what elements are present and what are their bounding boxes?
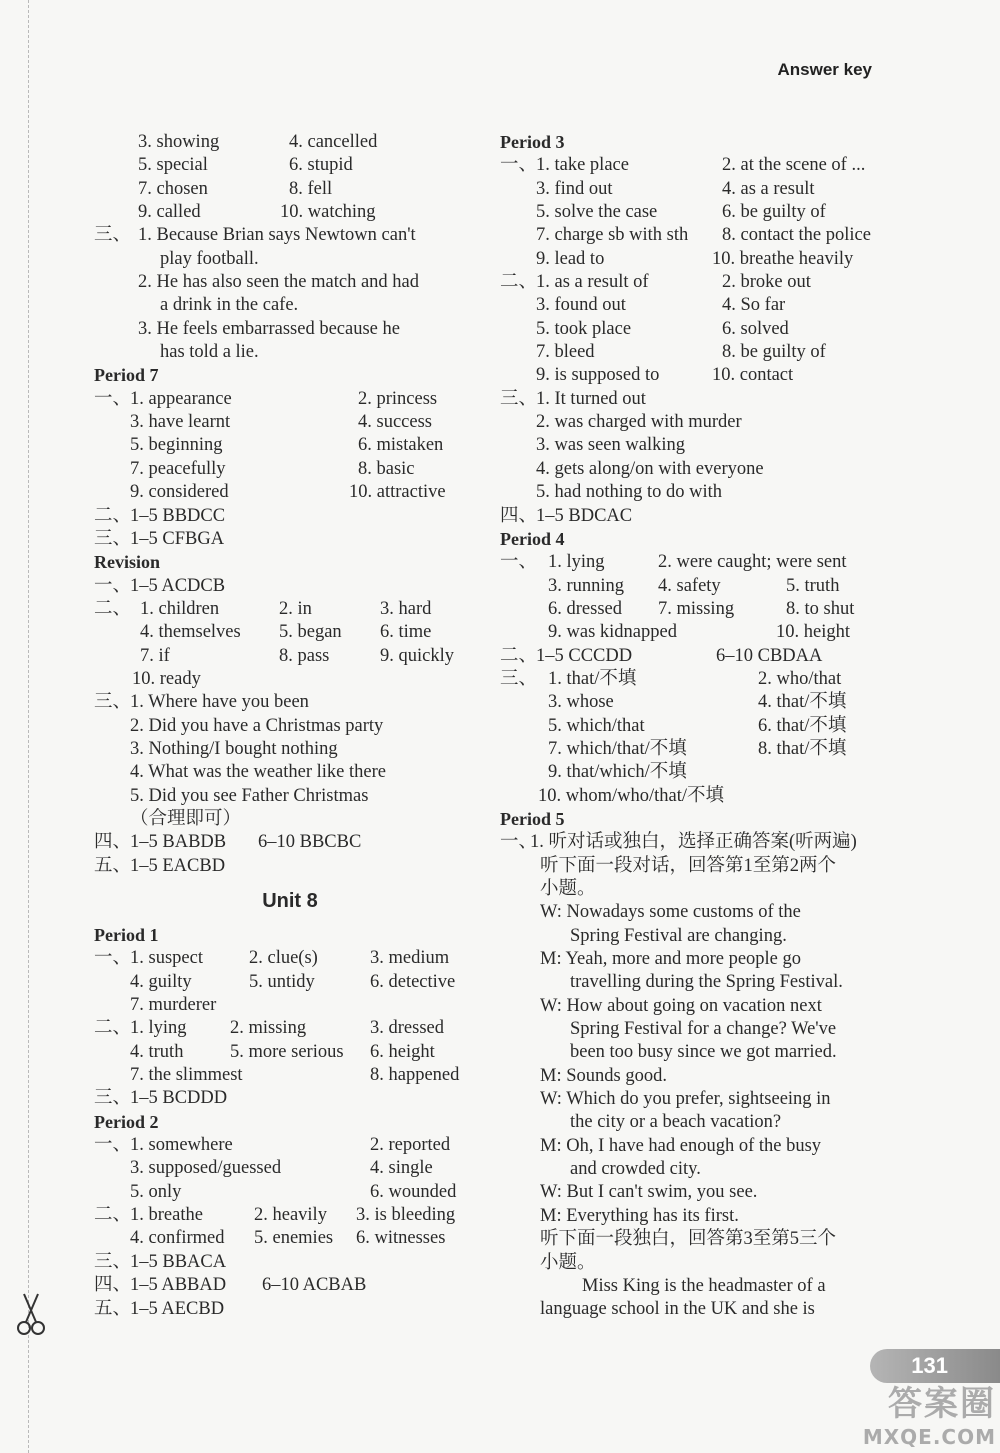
answer-line bbox=[500, 388, 890, 411]
answer-line bbox=[500, 901, 890, 924]
answer-line bbox=[500, 1252, 890, 1275]
answer-item: 4. safety bbox=[658, 575, 721, 596]
answer-item: W: But I can't swim, you see. bbox=[540, 1182, 758, 1203]
answer-line bbox=[94, 1041, 486, 1064]
answer-line bbox=[94, 598, 486, 621]
answer-line bbox=[94, 224, 486, 247]
answer-item: 9. is supposed to bbox=[536, 365, 660, 386]
answer-item: 4. cancelled bbox=[289, 132, 378, 152]
answer-item: 3. running bbox=[548, 575, 625, 596]
answer-line bbox=[500, 154, 890, 177]
answer-item: 8. that/不填 bbox=[758, 738, 847, 759]
answer-line bbox=[94, 855, 486, 878]
answer-item: 7. bleed bbox=[536, 342, 595, 363]
answer-line bbox=[94, 178, 486, 201]
answer-item: 3. supposed/guessed bbox=[130, 1158, 282, 1179]
answer-item: 6. detective bbox=[370, 971, 456, 992]
watermark-line-2: MXQE.COM bbox=[862, 1425, 996, 1449]
answer-item: 8. to shut bbox=[786, 598, 855, 619]
answer-line bbox=[500, 178, 890, 201]
answer-item: 1–5 CCCDD bbox=[536, 645, 633, 666]
answer-line bbox=[94, 1134, 486, 1157]
answer-item: W: Which do you prefer, sightseeing in bbox=[540, 1089, 831, 1110]
answer-line bbox=[500, 715, 890, 738]
exercise-number: 三、 bbox=[94, 692, 132, 713]
answer-item: W: How about going on vacation next bbox=[540, 995, 822, 1016]
answer-item: 5. Did you see Father Christmas bbox=[130, 785, 369, 806]
answer-item: 4. that/不填 bbox=[758, 692, 847, 713]
answer-item: 7. murderer bbox=[130, 995, 217, 1016]
answer-line bbox=[94, 621, 486, 644]
answer-item: 1–5 BBDCC bbox=[130, 505, 226, 526]
cut-line bbox=[28, 0, 29, 1453]
answer-item: 4. truth bbox=[130, 1041, 184, 1062]
answer-item: 1. breathe bbox=[130, 1205, 203, 1226]
answer-line bbox=[94, 318, 486, 341]
answer-line bbox=[94, 154, 486, 177]
answer-line bbox=[500, 761, 890, 784]
answer-line bbox=[94, 1204, 486, 1227]
answer-line bbox=[500, 224, 890, 247]
answer-line bbox=[500, 1088, 890, 1111]
answer-line bbox=[94, 1064, 486, 1087]
answer-line bbox=[500, 668, 890, 691]
answer-item: 小题。 bbox=[540, 879, 596, 899]
answer-item: 1–5 CFBGA bbox=[130, 528, 225, 549]
answer-line bbox=[94, 1274, 486, 1297]
watermark-line-1: 答案圈 bbox=[888, 1384, 996, 1424]
answer-item: 1. that/不填 bbox=[548, 668, 637, 689]
answer-line bbox=[500, 294, 890, 317]
answer-item: 9. called bbox=[138, 202, 201, 223]
exercise-number: 四、 bbox=[500, 505, 538, 526]
answer-item: 2. were caught; were sent bbox=[658, 552, 847, 573]
exercise-number: 一、 bbox=[94, 1135, 132, 1156]
answer-item: 8. fell bbox=[289, 178, 333, 199]
answer-line bbox=[94, 575, 486, 598]
answer-line bbox=[94, 248, 486, 271]
answer-item: 10. breathe heavily bbox=[712, 248, 854, 269]
answer-item: 4. So far bbox=[722, 295, 786, 316]
answer-item: 小题。 bbox=[540, 1252, 596, 1273]
answer-item: 5. truth bbox=[786, 575, 840, 596]
answer-item: 2. at the scene of ... bbox=[722, 155, 866, 176]
answer-line bbox=[500, 248, 890, 271]
section-heading: Revision bbox=[94, 552, 161, 573]
answer-item: 1–5 BCDDD bbox=[130, 1088, 228, 1109]
answer-item: 5. began bbox=[279, 622, 342, 643]
answer-line bbox=[94, 1251, 486, 1274]
answer-line bbox=[500, 691, 890, 714]
answer-item: 2. reported bbox=[370, 1135, 451, 1156]
answer-line bbox=[500, 1018, 890, 1041]
answer-item: Spring Festival for a change? We've bbox=[570, 1019, 837, 1040]
answer-line bbox=[94, 1227, 486, 1250]
answer-line bbox=[94, 785, 486, 808]
answer-line bbox=[500, 271, 890, 294]
exercise-number: 四、 bbox=[94, 832, 132, 853]
answer-item: 8. basic bbox=[358, 458, 415, 479]
answer-item: 6. time bbox=[380, 622, 432, 643]
exercise-number: 一、 bbox=[94, 575, 132, 596]
answer-line bbox=[500, 551, 890, 574]
answer-item: 7. charge sb with sth bbox=[536, 225, 689, 246]
answer-item: play football. bbox=[160, 248, 259, 269]
answer-item: has told a lie. bbox=[160, 342, 259, 363]
answer-line bbox=[94, 808, 486, 831]
answer-item: 1. as a result of bbox=[536, 272, 649, 293]
answer-item: 5. took place bbox=[536, 318, 632, 339]
answer-item: 1. lying bbox=[130, 1018, 187, 1039]
answer-item: 5. which/that bbox=[548, 715, 645, 736]
answer-item: M: Yeah, more and more people go bbox=[540, 949, 802, 970]
answer-line bbox=[500, 434, 890, 457]
answer-item: M: Sounds good. bbox=[540, 1065, 667, 1086]
answer-item: 3. Nothing/I bought nothing bbox=[130, 738, 338, 759]
answer-line bbox=[500, 831, 890, 854]
exercise-number: 三、 bbox=[500, 388, 538, 409]
answer-item: 10. watching bbox=[280, 202, 376, 223]
answer-line bbox=[94, 341, 486, 364]
answer-item: 2. princess bbox=[358, 388, 438, 409]
answer-item: 3. was seen walking bbox=[536, 435, 685, 456]
answer-item: 3. showing bbox=[138, 132, 220, 152]
answer-item: M: Everything has its first. bbox=[540, 1205, 739, 1226]
answer-line bbox=[94, 645, 486, 668]
answer-item: 6. be guilty of bbox=[722, 202, 826, 223]
answer-line bbox=[500, 621, 890, 644]
answer-line bbox=[94, 947, 486, 970]
answer-item: 3. is bleeding bbox=[356, 1205, 456, 1226]
answer-line bbox=[500, 971, 890, 994]
answer-item: Miss King is the headmaster of a bbox=[582, 1275, 826, 1296]
answer-item: 1. Where have you been bbox=[130, 692, 309, 713]
answer-line bbox=[500, 878, 890, 901]
answer-item: 6. dressed bbox=[548, 598, 622, 619]
answer-item: 10. attractive bbox=[349, 482, 446, 503]
answer-item: 1–5 ACDCB bbox=[130, 575, 226, 596]
answer-line bbox=[500, 1228, 890, 1251]
answer-item: 7. which/that/不填 bbox=[548, 738, 687, 759]
answer-item: 1. 听对话或独白，选择正确答案(听两遍) bbox=[530, 832, 857, 853]
answer-item: 5. had nothing to do with bbox=[536, 482, 723, 503]
answer-line bbox=[94, 434, 486, 457]
answer-line bbox=[500, 1275, 890, 1298]
answer-item: 1–5 BABDB bbox=[130, 832, 227, 853]
answer-item: 1–5 AECBD bbox=[130, 1298, 225, 1319]
answer-item: W: Nowadays some customs of the bbox=[540, 902, 801, 923]
answer-item: 2. in bbox=[279, 598, 312, 619]
answer-item: 3. have learnt bbox=[130, 412, 231, 433]
section-heading: Period 5 bbox=[500, 808, 565, 829]
right-column bbox=[500, 131, 890, 1322]
answer-item: 1. take place bbox=[536, 155, 629, 176]
answer-item: 2. clue(s) bbox=[249, 948, 318, 969]
answer-item: a drink in the cafe. bbox=[160, 295, 299, 316]
answer-line bbox=[94, 971, 486, 994]
answer-line bbox=[94, 411, 486, 434]
answer-item: 1–5 EACBD bbox=[130, 855, 226, 876]
exercise-number: 一、 bbox=[500, 155, 538, 176]
answer-item: 3. find out bbox=[536, 178, 613, 199]
answer-line bbox=[500, 785, 890, 808]
answer-line bbox=[94, 691, 486, 714]
answer-item: 1–5 BDCAC bbox=[536, 505, 633, 526]
answer-item: 3. found out bbox=[536, 295, 626, 316]
answer-item: 4. confirmed bbox=[130, 1228, 225, 1249]
answer-line bbox=[500, 341, 890, 364]
answer-item: 9. considered bbox=[130, 482, 229, 503]
answer-line bbox=[94, 294, 486, 317]
exercise-number: 一、 bbox=[500, 552, 538, 573]
answer-line bbox=[500, 598, 890, 621]
exercise-number: 二、 bbox=[500, 272, 538, 293]
page-number: 131 bbox=[911, 1353, 948, 1378]
answer-item: 2. He has also seen the match and had bbox=[138, 272, 420, 293]
answer-item: 10. height bbox=[776, 622, 850, 643]
answer-line bbox=[94, 831, 486, 854]
answer-line bbox=[94, 1298, 486, 1321]
answer-item: 10. ready bbox=[132, 668, 201, 689]
left-column bbox=[94, 131, 486, 1321]
answer-item: 9. quickly bbox=[380, 645, 454, 666]
answer-line bbox=[94, 201, 486, 224]
answer-item: 6–10 ACBAB bbox=[262, 1275, 367, 1296]
answer-item: 7. the slimmest bbox=[130, 1065, 243, 1086]
answer-line bbox=[94, 505, 486, 528]
answer-line bbox=[500, 411, 890, 434]
answer-line bbox=[94, 528, 486, 551]
answer-item: 6–10 CBDAA bbox=[716, 645, 823, 666]
answer-item: 1. suspect bbox=[130, 948, 203, 969]
answer-item: 1. children bbox=[140, 598, 220, 619]
answer-line bbox=[500, 364, 890, 387]
exercise-number: 三、 bbox=[94, 528, 132, 549]
section-heading: Period 2 bbox=[94, 1111, 159, 1132]
answer-item: 5. beginning bbox=[130, 435, 223, 456]
answer-item: 2. heavily bbox=[254, 1205, 327, 1226]
answer-line bbox=[94, 994, 486, 1017]
answer-line bbox=[94, 738, 486, 761]
answer-line bbox=[94, 1181, 486, 1204]
answer-item: language school in the UK and she is bbox=[540, 1299, 815, 1320]
answer-line bbox=[94, 1087, 486, 1110]
exercise-number: 二、 bbox=[94, 1018, 132, 1039]
answer-line bbox=[500, 855, 890, 878]
exercise-number: 五、 bbox=[94, 1298, 132, 1319]
answer-item: 10. contact bbox=[712, 365, 794, 386]
section-heading: Period 1 bbox=[94, 925, 159, 945]
answer-item: 5. more serious bbox=[230, 1041, 344, 1062]
answer-line bbox=[500, 1065, 890, 1088]
answer-item: 8. be guilty of bbox=[722, 342, 826, 363]
exercise-number: 一、 bbox=[500, 832, 538, 853]
answer-item: 2. missing bbox=[230, 1018, 307, 1039]
answer-line bbox=[500, 481, 890, 504]
section-heading: Period 4 bbox=[500, 528, 565, 549]
answer-item: 6. witnesses bbox=[356, 1228, 446, 1249]
answer-item: 4. as a result bbox=[722, 178, 815, 199]
answer-line bbox=[500, 505, 890, 528]
answer-item: 8. happened bbox=[370, 1065, 460, 1086]
answer-item: 9. was kidnapped bbox=[548, 622, 677, 643]
answer-line bbox=[94, 271, 486, 294]
exercise-number: 三、 bbox=[94, 225, 132, 246]
answer-item: 听下面一段独白，回答第3至第5三个 bbox=[540, 1229, 837, 1250]
exercise-number: 一、 bbox=[94, 388, 132, 409]
answer-item: travelling during the Spring Festival. bbox=[570, 972, 843, 993]
answer-item: 4. What was the weather like there bbox=[130, 762, 386, 783]
unit-title: Unit 8 bbox=[262, 890, 318, 912]
answer-item: 7. if bbox=[140, 645, 170, 666]
answer-item: 1. lying bbox=[548, 552, 605, 573]
answer-item: been too busy since we got married. bbox=[570, 1042, 837, 1063]
answer-item: 6. that/不填 bbox=[758, 715, 847, 736]
exercise-number: 二、 bbox=[94, 1205, 132, 1226]
answer-line bbox=[94, 458, 486, 481]
section-heading: Period 3 bbox=[500, 132, 565, 152]
answer-item: 1. appearance bbox=[130, 388, 232, 409]
answer-line bbox=[94, 388, 486, 411]
answer-item: 1. It turned out bbox=[536, 388, 646, 409]
exercise-number: 二、 bbox=[500, 645, 538, 666]
answer-item: 4. gets along/on with everyone bbox=[536, 458, 764, 479]
answer-item: 听下面一段对话，回答第1至第2两个 bbox=[540, 855, 837, 876]
answer-item: 4. guilty bbox=[130, 971, 192, 992]
answer-item: 7. chosen bbox=[138, 178, 208, 199]
answer-item: 5. solve the case bbox=[536, 202, 658, 223]
answer-line bbox=[500, 1205, 890, 1228]
answer-line bbox=[94, 481, 486, 504]
answer-line bbox=[94, 1017, 486, 1040]
answer-line bbox=[500, 1158, 890, 1181]
answer-line bbox=[94, 1157, 486, 1180]
answer-item: 5. enemies bbox=[254, 1228, 334, 1249]
answer-item: 4. themselves bbox=[140, 622, 241, 643]
answer-item: 10. whom/who/that/不填 bbox=[538, 785, 725, 806]
answer-item: 6. stupid bbox=[289, 155, 353, 176]
answer-item: 1. somewhere bbox=[130, 1135, 233, 1156]
answer-item: 6. height bbox=[370, 1041, 435, 1062]
answer-item: 3. dressed bbox=[370, 1018, 444, 1039]
answer-item: 3. medium bbox=[370, 948, 450, 969]
answer-item: 2. who/that bbox=[758, 668, 842, 689]
scissors-icon bbox=[14, 1292, 48, 1338]
answer-item: 6. mistaken bbox=[358, 435, 444, 456]
answer-item: 9. lead to bbox=[536, 248, 605, 269]
exercise-number: 三、 bbox=[500, 668, 538, 689]
answer-item: 2. was charged with murder bbox=[536, 412, 742, 433]
answer-line bbox=[500, 575, 890, 598]
exercise-number: 二、 bbox=[94, 505, 132, 526]
answer-line bbox=[94, 131, 486, 154]
answer-item: 5. only bbox=[130, 1181, 182, 1202]
answer-item: the city or a beach vacation? bbox=[570, 1112, 782, 1133]
answer-item: 6. solved bbox=[722, 318, 789, 339]
answer-line bbox=[500, 318, 890, 341]
answer-item: 7. peacefully bbox=[130, 458, 226, 479]
answer-line bbox=[94, 668, 486, 691]
answer-item: （合理即可） bbox=[130, 808, 242, 829]
answer-item: Spring Festival are changing. bbox=[570, 925, 787, 946]
answer-line bbox=[500, 948, 890, 971]
answer-item: 5. untidy bbox=[249, 971, 315, 992]
answer-line bbox=[500, 645, 890, 668]
answer-line bbox=[500, 1135, 890, 1158]
answer-item: 4. single bbox=[370, 1158, 433, 1179]
answer-line bbox=[500, 1298, 890, 1321]
answer-line bbox=[500, 925, 890, 948]
answer-item: 1–5 BBACA bbox=[130, 1251, 227, 1272]
answer-item: 5. special bbox=[138, 155, 208, 176]
exercise-number: 一、 bbox=[94, 948, 132, 969]
answer-line bbox=[94, 761, 486, 784]
exercise-number: 三、 bbox=[94, 1088, 132, 1109]
answer-item: 3. He feels embarrassed because he bbox=[138, 318, 400, 339]
answer-item: 1–5 ABBAD bbox=[130, 1275, 227, 1296]
answer-item: M: Oh, I have had enough of the busy bbox=[540, 1135, 822, 1156]
answer-line bbox=[500, 201, 890, 224]
answer-line bbox=[500, 1181, 890, 1204]
answer-item: 8. pass bbox=[279, 645, 330, 666]
exercise-number: 三、 bbox=[94, 1251, 132, 1272]
answer-line bbox=[94, 715, 486, 738]
answer-item: 9. that/which/不填 bbox=[548, 762, 687, 783]
answer-item: 6–10 BBCBC bbox=[258, 832, 362, 853]
section-heading: Period 7 bbox=[94, 365, 159, 386]
watermark bbox=[856, 1376, 996, 1449]
page-header: Answer key bbox=[777, 60, 872, 79]
answer-line bbox=[500, 738, 890, 761]
answer-item: 4. success bbox=[358, 412, 432, 433]
answer-line bbox=[500, 1041, 890, 1064]
answer-item: 1. Because Brian says Newtown can't bbox=[138, 225, 416, 246]
answer-item: 7. missing bbox=[658, 598, 735, 619]
answer-item: 2. Did you have a Christmas party bbox=[130, 715, 384, 736]
exercise-number: 二、 bbox=[94, 598, 132, 619]
answer-item: and crowded city. bbox=[570, 1159, 701, 1180]
exercise-number: 五、 bbox=[94, 855, 132, 876]
answer-line bbox=[500, 1111, 890, 1134]
exercise-number: 四、 bbox=[94, 1275, 132, 1296]
answer-item: 3. whose bbox=[548, 692, 614, 713]
answer-item: 3. hard bbox=[380, 598, 432, 619]
answer-item: 6. wounded bbox=[370, 1181, 457, 1202]
answer-line bbox=[500, 995, 890, 1018]
answer-line bbox=[500, 458, 890, 481]
answer-item: 2. broke out bbox=[722, 272, 811, 293]
answer-item: 8. contact the police bbox=[722, 225, 871, 246]
